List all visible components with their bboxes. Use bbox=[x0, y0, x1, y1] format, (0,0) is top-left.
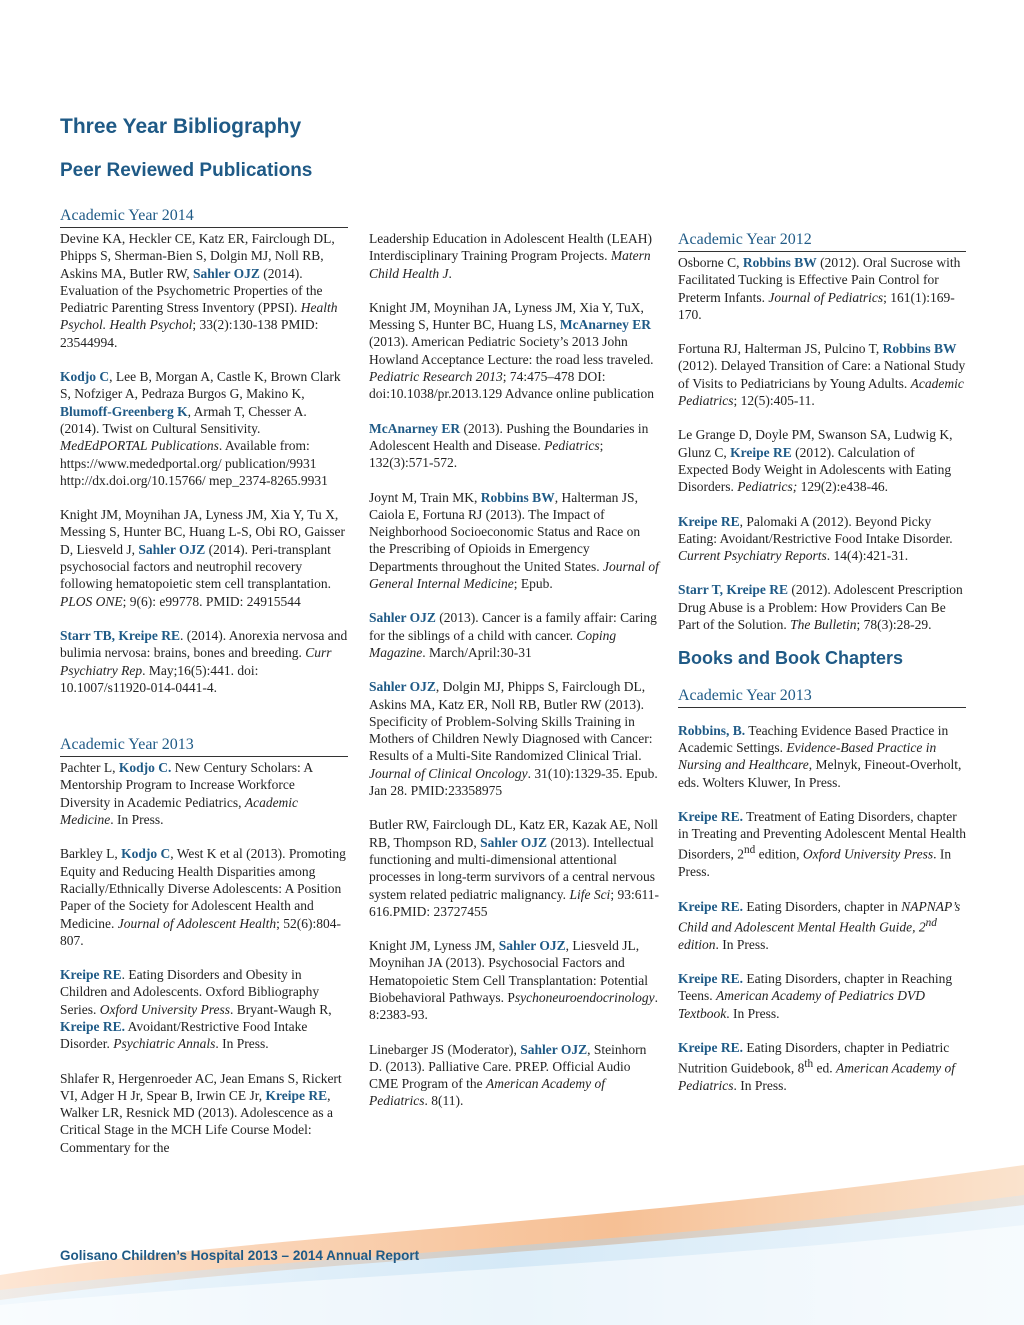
year-heading-2014: Academic Year 2014 bbox=[60, 206, 348, 228]
citation-shlafer-2013: Shlafer R, Hergenroeder AC, Jean Emans S, Rickert VI, Adger H Jr, Spear B, Irwin CE Jr, Kreipe RE, Walker LR, Resnick MD (2013). Adolescence as a Critical Stage in the MCH Life Course Model: Commentary for the bbox=[60, 1070, 342, 1155]
year-heading-2013: Academic Year 2013 bbox=[60, 735, 348, 757]
highlighted-author[interactable]: Sahler OJZ bbox=[193, 265, 260, 281]
citation-sahler-jco-2013: Sahler OJZ, Dolgin MJ, Phipps S, Fairclough DL, Askins MA, Katz ER, Noll RB, Butler RW (2013). Specificity of Problem-Solving Skills Training in Mothers of Children Newly Diagnosed with Cancer: Results of a Multi-Site Randomized Clinical Trial. Journal of Clinical Oncology. 31(10):1329-35. Epub. Jan 28. PMID:23358975 bbox=[369, 679, 658, 799]
highlighted-author[interactable]: Robbins BW bbox=[480, 489, 555, 505]
citation-knight-lyness-2013: Knight JM, Lyness JM, Sahler OJZ, Liesveld JL, Moynihan JA (2013). Psychosocial Factors and Hematopoietic Stem Cell Transplantation: Potential Biobehavioral Pathways. Psychoneuroendocrinology. 8:2383-93. bbox=[369, 938, 658, 1023]
highlighted-author[interactable]: Starr T, Kreipe RE bbox=[678, 582, 788, 598]
citation-fortuna-2012: Fortuna RJ, Halterman JS, Pulcino T, Robbins BW (2012). Delayed Transition of Care: a National Study of Visits to Pediatricians by Young Adults. Academic Pediatrics; 12(5):405-11. bbox=[678, 341, 966, 409]
section-title: Peer Reviewed Publications bbox=[60, 160, 313, 181]
book-robbins: Robbins, B. Teaching Evidence Based Practice in Academic Settings. Evidence-Based Practice in Nursing and Healthcare, Melnyk, Fineout-Overholt, eds. Wolters Kluwer, In Press. bbox=[678, 722, 962, 790]
citation-starr-2014: Starr TB, Kreipe RE. (2014). Anorexia nervosa and bulimia nervosa: brains, bones and breeding. Curr Psychiatry Rep. May;16(5):441. doi: 10.1007/s11920-014-0441-4. bbox=[60, 627, 348, 695]
book-kreipe-nutrition: Kreipe RE. Eating Disorders, chapter in Pediatric Nutrition Guidebook, 8th ed. American Academy of Pediatrics. In Press. bbox=[678, 1039, 955, 1093]
book-kreipe-napnap: Kreipe RE. Eating Disorders, chapter in NAPNAP’s Child and Adolescent Mental Health Guide, 2nd edition. In Press. bbox=[678, 898, 961, 952]
highlighted-author[interactable]: Kodjo C bbox=[60, 369, 110, 385]
highlighted-author[interactable]: Robbins BW bbox=[742, 255, 817, 270]
citation-devine-2014: Devine KA, Heckler CE, Katz ER, Fairclough DL, Phipps S, Sherman-Bien S, Dolgin MJ, Noll RB, Askins MA, Butler RW, Sahler OJZ (2014). Evaluation of the Psychometric Properties of the Pediatric Parenting Stress Inventory (PPSI). Health Psychol. Health Psychol; 33(2):130-138 PMID: 23544994. bbox=[60, 231, 338, 350]
citation-starr-2012: Starr T, Kreipe RE (2012). Adolescent Prescription Drug Abuse is a Problem: How Providers Can Be Part of the Solution. The Bulletin; 78(3):28-29. bbox=[678, 582, 963, 633]
citation-kreipe-palomaki-2012: Kreipe RE, Palomaki A (2012). Beyond Picky Eating: Avoidant/Restrictive Food Intake Disorder. Current Psychiatry Reports. 14(4):421-31. bbox=[678, 513, 953, 564]
highlighted-author[interactable]: Kreipe RE bbox=[265, 1087, 328, 1103]
citation-kodjo-2014: Kodjo C, Lee B, Morgan A, Castle K, Brown Clark S, Nofziger A, Pedraza Burgos G, Makino K, Blumoff-Greenberg K, Armah T, Chesser A. (2014). Twist on Cultural Sensitivity. MedEdPORTAL Publications. Available from: https://www.mededportal.org/ publication/9931 http://dx.doi.org/10.15766/ mep_2374-8265.9931 bbox=[60, 369, 341, 488]
highlighted-author[interactable]: Sahler OJZ bbox=[480, 834, 548, 850]
highlighted-author[interactable]: Sahler OJZ bbox=[369, 610, 436, 626]
book-kreipe-oxford: Kreipe RE. Treatment of Eating Disorders, chapter in Treating and Preventing Adolescent Mental Health Disorders, 2nd edition, Oxford University Press. In Press. bbox=[678, 808, 966, 880]
highlighted-author[interactable]: McAnarney ER bbox=[559, 317, 652, 333]
highlighted-author[interactable]: Robbins, B. bbox=[678, 722, 746, 738]
highlighted-author[interactable]: Blumoff-Greenberg K bbox=[60, 403, 188, 419]
citation-barkley-2013: Barkley L, Kodjo C, West K et al (2013). Promoting Equity and Reducing Health Disparities among Racially/Ethnically Diverse Adolescents: A Position Paper of the Society for Adolescent Health and Medicine. Journal of Adolescent Health; 52(6):804-807. bbox=[60, 846, 346, 948]
citation-mcanarney-2013: McAnarney ER (2013). Pushing the Boundaries in Adolescent Health and Disease. Pediatrics; 132(3):571-572. bbox=[369, 420, 649, 471]
highlighted-author[interactable]: Kreipe RE. bbox=[678, 1039, 743, 1055]
citation-osborne-2012: Osborne C, Robbins BW (2012). Oral Sucrose with Facilitated Tucking is Effective Pain Control for Preterm Infants. Journal of Pediatrics; 161(1):169-170. bbox=[678, 255, 961, 322]
citation-joynt-2013: Joynt M, Train MK, Robbins BW, Halterman JS, Caiola E, Fortuna RJ (2013). The Impact of Neighborhood Socioeconomic Status and Race on the Prescribing of Opioids in Emergency Departments throughout the United States. Journal of General Internal Medicine; Epub. bbox=[369, 489, 659, 592]
citation-linebarger-2013: Linebarger JS (Moderator), Sahler OJZ, Steinhorn D. (2013). Palliative Care. PREP. Official Audio CME Program of the American Academy of Pediatrics. 8(11). bbox=[369, 1041, 647, 1109]
column-middle bbox=[369, 230, 659, 1110]
citation-butler-2013: Butler RW, Fairclough DL, Katz ER, Kazak AE, Noll RB, Thompson RD, Sahler OJZ (2013). Intellectual functioning and multi-dimensional attentional processes in long-term survivors of a central nervous system related pediatric malignancy. Life Sci; 93:611-616.PMID: 23727455 bbox=[369, 817, 659, 919]
highlighted-author[interactable]: Robbins BW bbox=[882, 341, 957, 357]
highlighted-author[interactable]: Kreipe RE bbox=[678, 513, 740, 529]
highlighted-author[interactable]: Kreipe RE. bbox=[678, 970, 743, 986]
highlighted-author[interactable]: Starr TB, Kreipe RE bbox=[60, 627, 181, 643]
footer-report-title: Golisano Children’s Hospital 2013 – 2014 Annual Report bbox=[60, 1248, 420, 1263]
year-heading-2013-books: Academic Year 2013 bbox=[678, 686, 966, 708]
highlighted-author[interactable]: Kreipe RE bbox=[730, 444, 792, 460]
citation-knight-2014: Knight JM, Moynihan JA, Lyness JM, Xia Y, Tu X, Messing S, Hunter BC, Huang L-S, Obi RO, Gaisser D, Liesveld J, Sahler OJZ (2014). Peri-transplant psychosocial factors and neutrophil recovery following hematopoietic stem cell transplantation. PLOS ONE; 9(6): e99778. PMID: 24915544 bbox=[60, 507, 345, 609]
citation-kreipe-2013: Kreipe RE. Eating Disorders and Obesity in Children and Adolescents. Oxford Bibliography Series. Oxford University Press. Bryant-Waugh R, Kreipe RE. Avoidant/Restrictive Food Intake Disorder. Psychiatric Annals. In Press. bbox=[60, 967, 332, 1052]
books-section-title: Books and Book Chapters bbox=[678, 648, 904, 669]
highlighted-author[interactable]: Sahler OJZ bbox=[520, 1041, 588, 1057]
column-right bbox=[678, 230, 966, 1094]
citation-shlafer-continued: Leadership Education in Adolescent Health (LEAH) Interdisciplinary Training Program Projects. Matern Child Health J. bbox=[369, 231, 653, 281]
citation-knight-mcanarney-2013: Knight JM, Moynihan JA, Lyness JM, Xia Y, TuX, Messing S, Hunter BC, Huang LS, McAnarney ER (2013). American Pediatric Society’s 2013 John Howland Acceptance Lecture: the road less traveled. Pediatric Research 2013; 74:475–478 DOI: doi:10.1038/pr.2013.129 Advance online publication bbox=[369, 299, 654, 402]
citation-legrange-2012: Le Grange D, Doyle PM, Swanson SA, Ludwig K, Glunz C, Kreipe RE (2012). Calculation of Expected Body Weight in Adolescents with Eating Disorders. Pediatrics; 129(2):e438-46. bbox=[678, 427, 953, 495]
highlighted-author[interactable]: Kreipe RE bbox=[60, 967, 122, 983]
citation-sahler-coping-2013: Sahler OJZ (2013). Cancer is a family affair: Caring for the siblings of a child with cancer. Coping Magazine. March/April:30-31 bbox=[369, 610, 657, 660]
highlighted-author[interactable]: Sahler OJZ bbox=[498, 938, 566, 954]
book-kreipe-reaching-teens: Kreipe RE. Eating Disorders, chapter in Reaching Teens. American Academy of Pediatrics DVD Textbook. In Press. bbox=[678, 970, 953, 1021]
year-heading-2012: Academic Year 2012 bbox=[678, 230, 966, 252]
citation-pachter-2013: Pachter L, Kodjo C. New Century Scholars: A Mentorship Program to Increase Workforce Diversity in Academic Pediatrics, Academic Medicine. In Press. bbox=[60, 760, 313, 828]
highlighted-author[interactable]: McAnarney ER bbox=[369, 420, 461, 436]
highlighted-author[interactable]: Kreipe RE. bbox=[60, 1018, 125, 1034]
highlighted-author[interactable]: Kreipe RE. bbox=[678, 898, 743, 914]
highlighted-author[interactable]: Kodjo C. bbox=[118, 760, 172, 776]
highlighted-author[interactable]: Kodjo C bbox=[121, 846, 171, 862]
page-title: Three Year Bibliography bbox=[60, 115, 302, 138]
highlighted-author[interactable]: Kreipe RE. bbox=[678, 808, 743, 824]
decorative-wave bbox=[0, 1165, 1024, 1325]
highlighted-author[interactable]: Sahler OJZ bbox=[138, 541, 206, 557]
highlighted-author[interactable]: Sahler OJZ bbox=[369, 679, 436, 695]
column-left bbox=[60, 206, 348, 1156]
